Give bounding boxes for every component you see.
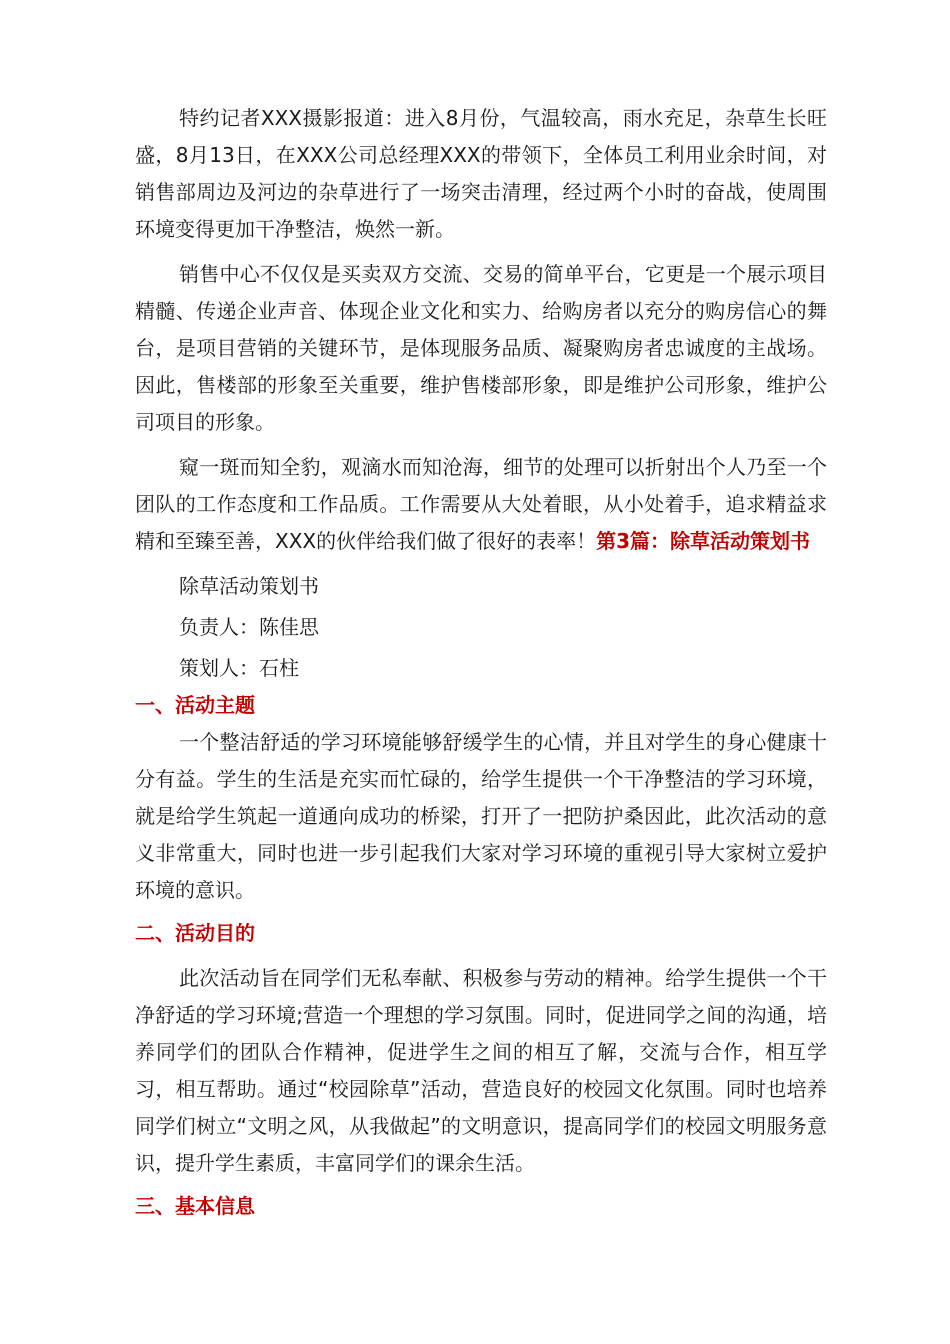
paragraph-details-text: 窥一斑而知全豹，观滴水而知沧海，细节的处理可以折射出个人乃至一个团队的工作态度和工作品质。工作需要从大处着眼，从小处着手，追求精益求精和至臻至善，XXX的伙伴给我们做了很好的表率！ <box>135 455 827 553</box>
plan-owner: 负责人：陈佳思 <box>179 615 319 639</box>
paragraph-details <box>135 449 827 560</box>
paragraph-sales-center <box>135 256 827 441</box>
section-heading-goal: 二、活动目的 <box>135 921 255 945</box>
paragraph-report <box>135 100 827 248</box>
paragraph-report-text: 特约记者XXX摄影报道：进入8月份，气温较高，雨水充足，杂草生长旺盛，8月13日，在XXX公司总经理XXX的带领下，全体员工利用业余时间，对销售部周边及河边的杂草进行了一场突击清理，经过两个小时的奋战，使周围环境变得更加干净整洁，焕然一新。 <box>135 106 827 241</box>
plan-planner: 策划人：石柱 <box>179 656 299 680</box>
chapter-heading: 第3篇：除草活动策划书 <box>596 529 811 553</box>
document-body <box>135 100 827 1225</box>
paragraph-sales-center-text: 销售中心不仅仅是买卖双方交流、交易的简单平台，它更是一个展示项目精髓、传递企业声音、体现企业文化和实力、给购房者以充分的购房信心的舞台，是项目营销的关键环节，是体现服务品质、凝聚购房者忠诚度的主战场。因此，售楼部的形象至关重要，维护售楼部形象，即是维护公司形象，维护公司项目的形象。 <box>135 262 827 434</box>
section-heading-theme: 一、活动主题 <box>135 693 255 717</box>
section-heading-info: 三、基本信息 <box>135 1194 255 1218</box>
plan-title: 除草活动策划书 <box>179 574 319 598</box>
section-body-theme: 一个整洁舒适的学习环境能够舒缓学生的心情，并且对学生的身心健康十分有益。学生的生活是充实而忙碌的，给学生提供一个干净整洁的学习环境，就是给学生筑起一道通向成功的桥梁，打开了一把防护桑因此，此次活动的意义非常重大，同时也进一步引起我们大家对学习环境的重视引导大家树立爱护环境的意识。 <box>135 730 827 902</box>
section-body-goal: 此次活动旨在同学们无私奉献、积极参与劳动的精神。给学生提供一个干净舒适的学习环境;营造一个理想的学习氛围。同时，促进同学之间的沟通，培养同学们的团队合作精神，促进学生之间的相互了解，交流与合作，相互学习，相互帮助。通过“校园除草”活动，营造良好的校园文化氛围。同时也培养同学们树立“文明之风，从我做起”的文明意识，提高同学们的校园文明服务意识，提升学生素质，丰富同学们的课余生活。 <box>135 966 827 1175</box>
